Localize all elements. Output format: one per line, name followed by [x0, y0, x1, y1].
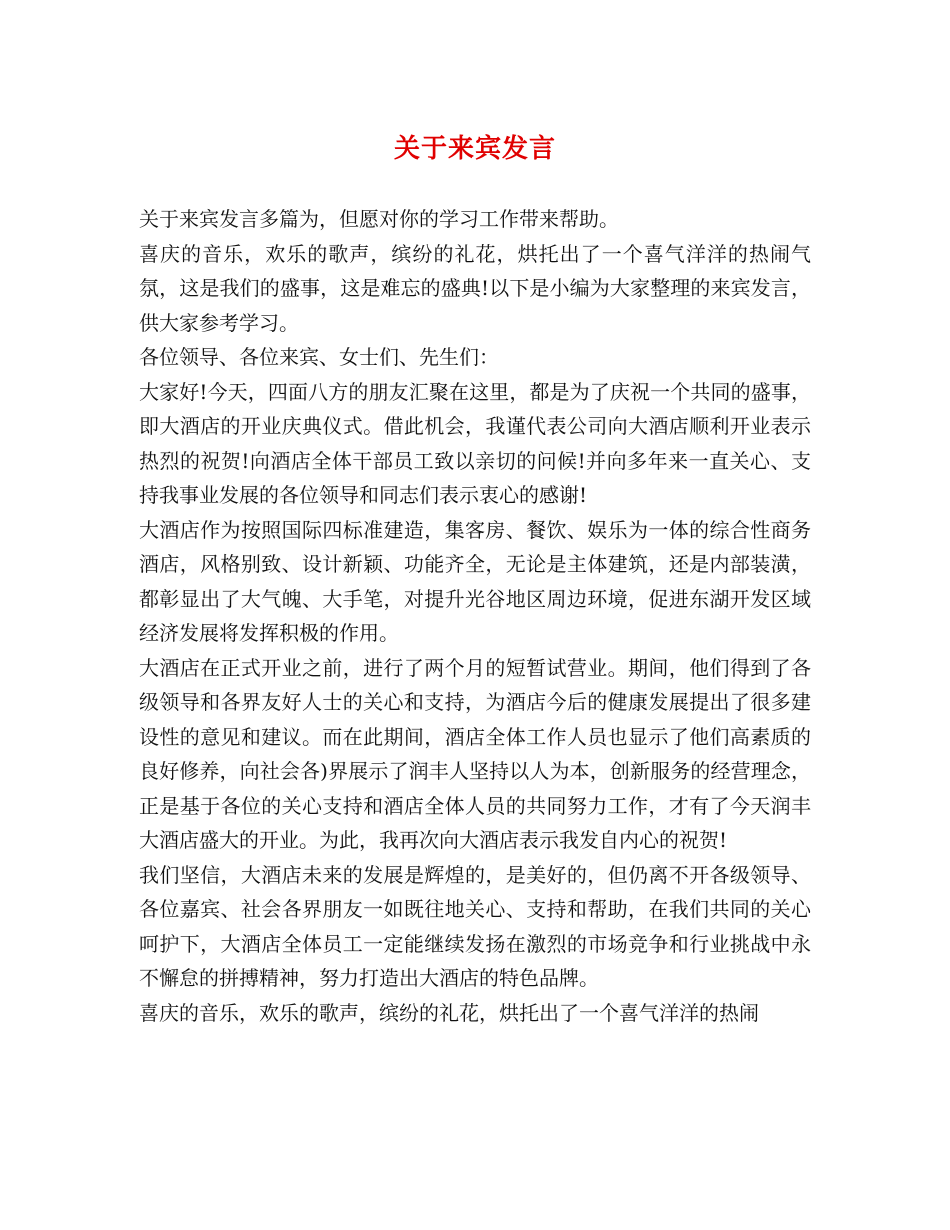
document-body [139, 202, 811, 1030]
paragraph-hotel-description: 大酒店作为按照国际四标准建造，集客房、餐饮、娱乐为一体的综合性商务酒店，风格别致、设计新颖、功能齐全，无论是主体建筑，还是内部装潢，都彰显出了大气魄、大手笔，对提升光谷地区周边环境，促进东湖开发区域经济发展将发挥积极的作用。 [139, 517, 811, 645]
paragraph-intro: 关于来宾发言多篇为，但愿对你的学习工作带来帮助。 [139, 207, 619, 231]
paragraph-closing-fragment: 喜庆的音乐，欢乐的歌声，缤纷的礼花，烘托出了一个喜气洋洋的热闹 [139, 1000, 759, 1025]
paragraph-trial-operation: 大酒店在正式开业之前，进行了两个月的短暂试营业。期间，他们得到了各级领导和各界友好人士的关心和支持，为酒店今后的健康发展提出了很多建设性的意见和建议。而在此期间，酒店全体工作人员也显示了他们高素质的良好修养，向社会各)界展示了润丰人坚持以人为本，创新服务的经营理念，正是基于各位的关心支持和酒店全体人员的共同努力工作，才有了今天润丰大酒店盛大的开业。为此，我再次向大酒店表示我发自内心的祝贺! [139, 655, 811, 852]
paragraph-future: 我们坚信，大酒店未来的发展是辉煌的，是美好的，但仍离不开各级领导、各位嘉宾、社会各界朋友一如既往地关心、支持和帮助，在我们共同的关心呵护下，大酒店全体员工一定能继续发扬在激烈的市场竞争和行业挑战中永不懈怠的拼搏精神，努力打造出大酒店的特色品牌。 [139, 862, 811, 990]
paragraph-greeting: 大家好!今天，四面八方的朋友汇聚在这里，都是为了庆祝一个共同的盛事，即大酒店的开业庆典仪式。借此机会，我谨代表公司向大酒店顺利开业表示热烈的祝贺!向酒店全体干部员工致以亲切的问候!并向多年来一直关心、支持我事业发展的各位领导和同志们表示衷心的感谢! [139, 379, 811, 507]
paragraph-preface: 喜庆的音乐，欢乐的歌声，缤纷的礼花，烘托出了一个喜气洋洋的热闹气氛，这是我们的盛事，这是难忘的盛典!以下是小编为大家整理的来宾发言，供大家参考学习。 [139, 241, 811, 335]
paragraph-salutation: 各位领导、各位来宾、女士们、先生们： [139, 345, 499, 369]
document-title: 关于来宾发言 [393, 134, 556, 164]
